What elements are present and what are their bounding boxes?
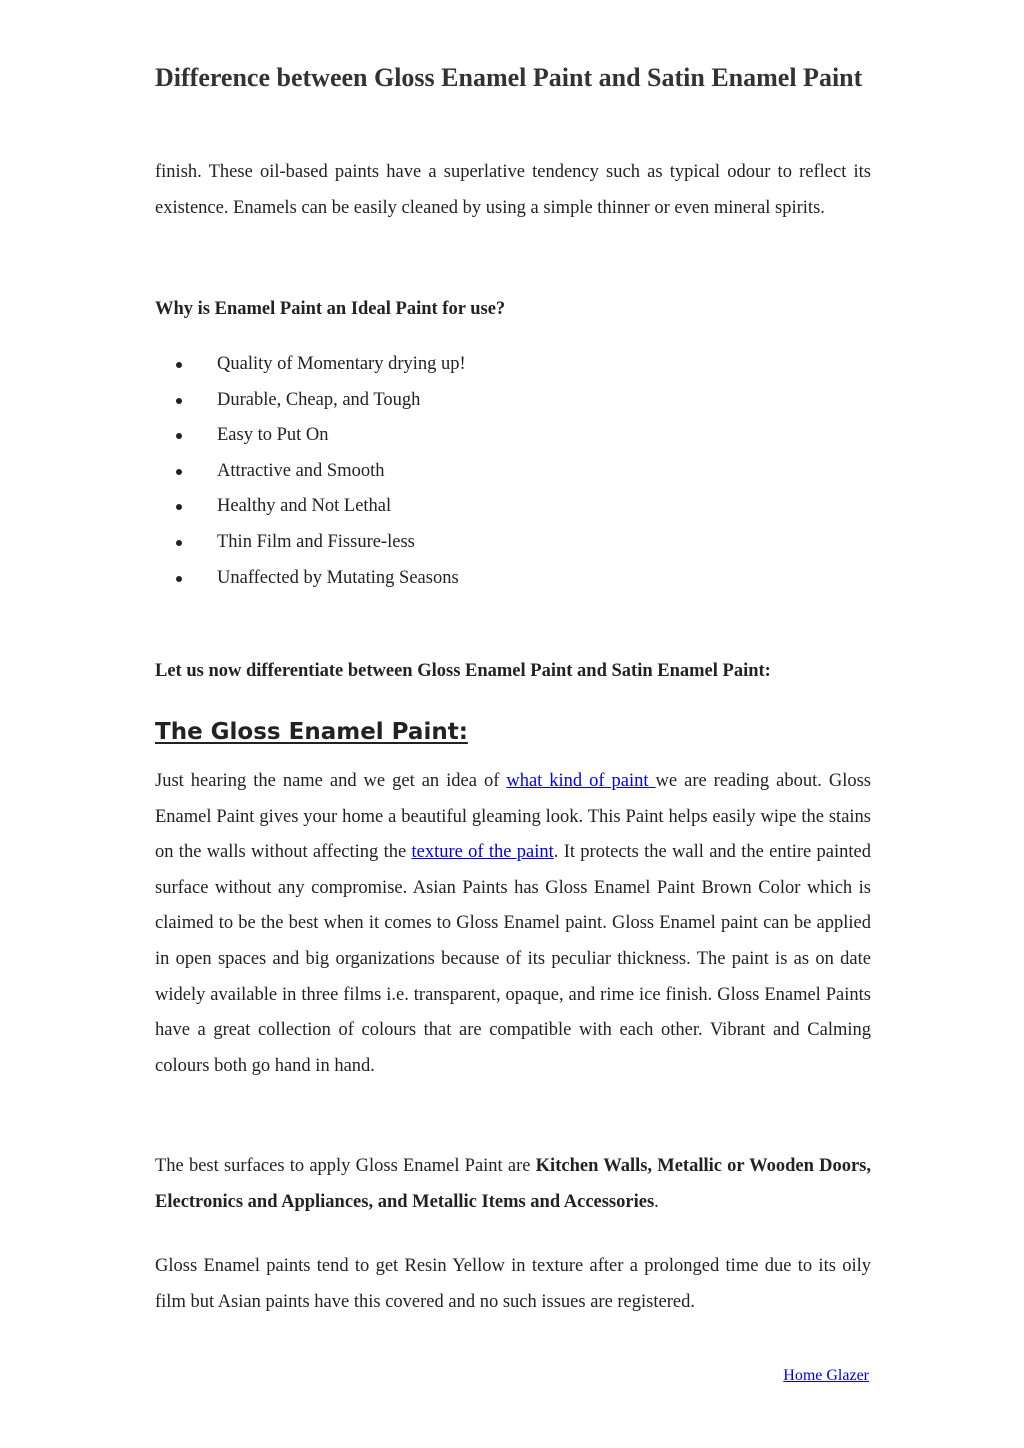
gloss-section-heading: The Gloss Enamel Paint: [155,719,468,745]
why-heading: Why is Enamel Paint an Ideal Paint for use? [155,299,506,319]
bullet-icon [176,576,182,582]
gloss-p2-lead: The best surfaces to apply Gloss Enamel Paint are [155,1156,536,1176]
gloss-paragraph-1 [155,764,871,1084]
list-item [155,418,871,454]
features-list [155,347,871,596]
bullet-icon [176,362,182,368]
bullet-icon [176,540,182,546]
texture-of-the-paint-link[interactable]: texture of the paint [411,842,554,863]
bullet-icon [176,469,182,475]
bullet-icon [176,398,182,404]
list-item [155,383,871,419]
list-item-label: Attractive and Smooth [217,460,385,481]
bullet-icon [176,433,182,439]
list-item-label: Healthy and Not Lethal [217,496,392,517]
list-item-label: Easy to Put On [217,425,329,446]
list-item [155,489,871,525]
list-item-label: Thin Film and Fissure-less [217,531,415,552]
list-item [155,347,871,383]
differentiate-heading: Let us now differentiate between Gloss Enamel Paint and Satin Enamel Paint: [155,661,771,681]
list-item [155,561,871,597]
gloss-p1-text-c: . It protects the wall and the entire painted surface without any compromise. Asian Paints has Gloss Enamel Paint Brown Color which is claimed to be the best when it comes to Gloss Enamel paint. Gloss Enamel paint can be applied in open spaces and big organizations because of its peculiar thickness. The paint is as on date widely available in three films i.e. transparent, opaque, and rime ice finish. Gloss Enamel Paints have a great collection of colours that are compatible with each other. Vibrant and Calming colours both go hand in hand. [155,842,872,1076]
gloss-p1-text-b: we are reading about. Gloss Enamel Paint gives your home a beautiful gleaming look. This Paint helps easily wipe the stains on the walls without affecting the [155,771,871,863]
list-item-label: Durable, Cheap, and Tough [217,389,421,410]
intro-paragraph: finish. These oil-based paints have a superlative tendency such as typical odour to reflect its existence. Enamels can be easily cleaned by using a simple thinner or even mineral spirits. [155,162,871,218]
list-item-label: Quality of Momentary drying up! [217,354,466,374]
gloss-paragraph-2 [155,1149,871,1220]
list-item [155,454,871,490]
document-page [155,0,871,1448]
list-item-label: Unaffected by Mutating Seasons [217,567,459,588]
document-title: Difference between Gloss Enamel Paint and Satin Enamel Paint [155,63,863,92]
gloss-p1-text-a: Just hearing the name and we get an idea of [155,771,507,791]
gloss-p2-tail: . [654,1191,659,1212]
list-item [155,525,871,561]
gloss-p2-surfaces: Kitchen Walls, Metallic or Wooden Doors, Electronics and Appliances, and Metallic Items and Accessories [155,1156,871,1212]
home-glazer-footer-link[interactable]: Home Glazer [783,1367,869,1384]
gloss-paragraph-3: Gloss Enamel paints tend to get Resin Yellow in texture after a prolonged time due to its oily film but Asian paints have this covered and no such issues are registered. [155,1256,871,1312]
what-kind-of-paint-link[interactable]: what kind of paint [506,771,656,791]
bullet-icon [176,504,182,510]
